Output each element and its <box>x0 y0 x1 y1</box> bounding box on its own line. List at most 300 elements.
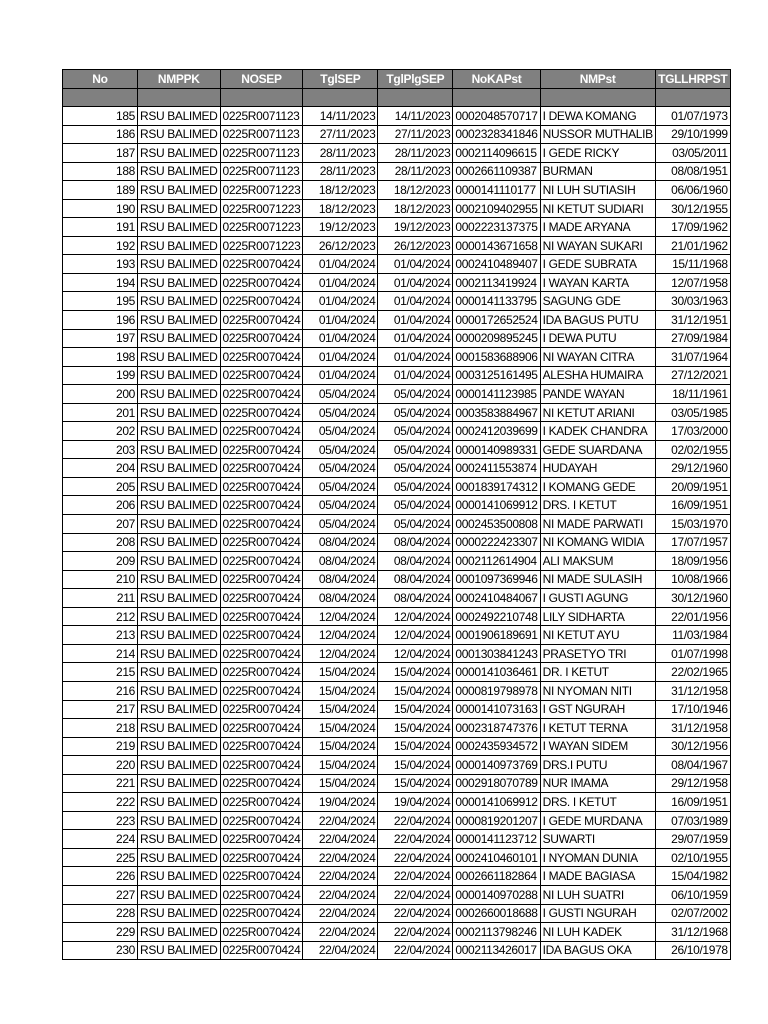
cell-tgllhrpst[interactable]: 02/10/1955 <box>655 848 730 867</box>
cell-tglplgsep[interactable]: 01/04/2024 <box>378 348 453 367</box>
cell-tglplgsep[interactable]: 08/04/2024 <box>378 552 453 571</box>
column-header-tglsep[interactable]: TglSEP <box>303 70 378 89</box>
cell-no[interactable]: 204 <box>63 459 138 478</box>
cell-tglsep[interactable]: 12/04/2024 <box>303 644 378 663</box>
cell-nokapst[interactable]: 0000143671658 <box>453 236 540 255</box>
table-row[interactable] <box>63 663 731 682</box>
table-row[interactable] <box>63 515 731 534</box>
cell-tglsep[interactable]: 01/04/2024 <box>303 292 378 311</box>
cell-tglsep[interactable]: 05/04/2024 <box>303 403 378 422</box>
cell-tgllhrpst[interactable]: 21/01/1962 <box>655 236 730 255</box>
cell-tglplgsep[interactable]: 15/04/2024 <box>378 737 453 756</box>
cell-tgllhrpst[interactable]: 17/03/2000 <box>655 422 730 441</box>
cell-nmpst[interactable]: DRS. I KETUT <box>540 496 655 515</box>
cell-no[interactable]: 221 <box>63 774 138 793</box>
cell-nokapst[interactable]: 0002048570717 <box>453 107 540 126</box>
cell-no[interactable]: 214 <box>63 644 138 663</box>
cell-nosep[interactable]: 0225R0070424 <box>220 644 303 663</box>
cell-tglplgsep[interactable]: 22/04/2024 <box>378 885 453 904</box>
table-row[interactable] <box>63 737 731 756</box>
cell-nmppk[interactable]: RSU BALIMED <box>138 570 221 589</box>
cell-nmpst[interactable]: ALI MAKSUM <box>540 552 655 571</box>
cell-nmpst[interactable]: NUSSOR MUTHALIB <box>540 125 655 144</box>
cell-nmppk[interactable]: RSU BALIMED <box>138 440 221 459</box>
cell-nmpst[interactable]: I GST NGURAH <box>540 700 655 719</box>
cell-nmppk[interactable]: RSU BALIMED <box>138 255 221 274</box>
cell-no[interactable]: 229 <box>63 923 138 942</box>
cell-no[interactable]: 217 <box>63 700 138 719</box>
cell-tglsep[interactable]: 22/04/2024 <box>303 830 378 849</box>
cell-nmpst[interactable]: SAGUNG GDE <box>540 292 655 311</box>
cell-tglplgsep[interactable]: 05/04/2024 <box>378 385 453 404</box>
cell-nokapst[interactable]: 0002492210748 <box>453 607 540 626</box>
cell-tglsep[interactable]: 05/04/2024 <box>303 385 378 404</box>
cell-nosep[interactable]: 0225R0071123 <box>220 162 303 181</box>
cell-nmppk[interactable]: RSU BALIMED <box>138 681 221 700</box>
cell-tglsep[interactable]: 22/04/2024 <box>303 904 378 923</box>
cell-no[interactable]: 198 <box>63 348 138 367</box>
cell-nosep[interactable]: 0225R0070424 <box>220 570 303 589</box>
table-row[interactable] <box>63 533 731 552</box>
cell-nosep[interactable]: 0225R0070424 <box>220 422 303 441</box>
cell-tgllhrpst[interactable]: 26/10/1978 <box>655 941 730 960</box>
cell-nmppk[interactable]: RSU BALIMED <box>138 311 221 330</box>
cell-tgllhrpst[interactable]: 31/12/1958 <box>655 719 730 738</box>
cell-nokapst[interactable]: 0002223137375 <box>453 218 540 237</box>
table-row[interactable] <box>63 570 731 589</box>
cell-tglplgsep[interactable]: 15/04/2024 <box>378 663 453 682</box>
cell-nmppk[interactable]: RSU BALIMED <box>138 626 221 645</box>
table-row[interactable] <box>63 626 731 645</box>
table-row[interactable] <box>63 162 731 181</box>
cell-nokapst[interactable]: 0002661182864 <box>453 867 540 886</box>
cell-nmppk[interactable]: RSU BALIMED <box>138 403 221 422</box>
cell-no[interactable]: 195 <box>63 292 138 311</box>
table-row[interactable] <box>63 719 731 738</box>
cell-tglplgsep[interactable]: 05/04/2024 <box>378 440 453 459</box>
cell-tglplgsep[interactable]: 01/04/2024 <box>378 311 453 330</box>
cell-nmppk[interactable]: RSU BALIMED <box>138 867 221 886</box>
cell-tglsep[interactable]: 12/04/2024 <box>303 626 378 645</box>
cell-tglsep[interactable]: 01/04/2024 <box>303 366 378 385</box>
cell-nosep[interactable]: 0225R0070424 <box>220 700 303 719</box>
cell-no[interactable]: 213 <box>63 626 138 645</box>
cell-nmppk[interactable]: RSU BALIMED <box>138 236 221 255</box>
cell-tglplgsep[interactable]: 15/04/2024 <box>378 719 453 738</box>
cell-nmpst[interactable]: I GUSTI AGUNG <box>540 589 655 608</box>
cell-tgllhrpst[interactable]: 17/10/1946 <box>655 700 730 719</box>
cell-nokapst[interactable]: 0000141123985 <box>453 385 540 404</box>
cell-tglsep[interactable]: 05/04/2024 <box>303 477 378 496</box>
cell-no[interactable]: 200 <box>63 385 138 404</box>
cell-nokapst[interactable]: 0002114096615 <box>453 144 540 163</box>
cell-no[interactable]: 212 <box>63 607 138 626</box>
cell-nmppk[interactable]: RSU BALIMED <box>138 348 221 367</box>
cell-no[interactable]: 230 <box>63 941 138 960</box>
cell-nokapst[interactable]: 0003125161495 <box>453 366 540 385</box>
cell-nokapst[interactable]: 0002113419924 <box>453 273 540 292</box>
cell-tglplgsep[interactable]: 01/04/2024 <box>378 255 453 274</box>
cell-tgllhrpst[interactable]: 17/09/1962 <box>655 218 730 237</box>
cell-nmppk[interactable]: RSU BALIMED <box>138 273 221 292</box>
cell-no[interactable]: 224 <box>63 830 138 849</box>
table-row[interactable] <box>63 199 731 218</box>
cell-tgllhrpst[interactable]: 15/03/1970 <box>655 515 730 534</box>
table-row[interactable] <box>63 589 731 608</box>
cell-tgllhrpst[interactable]: 08/04/1967 <box>655 756 730 775</box>
cell-nmpst[interactable]: IDA BAGUS OKA <box>540 941 655 960</box>
cell-tglplgsep[interactable]: 18/12/2023 <box>378 181 453 200</box>
table-row[interactable] <box>63 552 731 571</box>
cell-tglplgsep[interactable]: 22/04/2024 <box>378 904 453 923</box>
cell-tglplgsep[interactable]: 01/04/2024 <box>378 329 453 348</box>
cell-nmppk[interactable]: RSU BALIMED <box>138 756 221 775</box>
cell-nosep[interactable]: 0225R0070424 <box>220 681 303 700</box>
cell-tglplgsep[interactable]: 14/11/2023 <box>378 107 453 126</box>
cell-nmppk[interactable]: RSU BALIMED <box>138 144 221 163</box>
cell-tgllhrpst[interactable]: 30/12/1956 <box>655 737 730 756</box>
cell-tglplgsep[interactable]: 22/04/2024 <box>378 848 453 867</box>
cell-nmpst[interactable]: I WAYAN SIDEM <box>540 737 655 756</box>
cell-tgllhrpst[interactable]: 16/09/1951 <box>655 793 730 812</box>
cell-nmpst[interactable]: LILY SIDHARTA <box>540 607 655 626</box>
cell-tglsep[interactable]: 15/04/2024 <box>303 737 378 756</box>
cell-nosep[interactable]: 0225R0071123 <box>220 144 303 163</box>
table-row[interactable] <box>63 403 731 422</box>
cell-tglplgsep[interactable]: 15/04/2024 <box>378 756 453 775</box>
cell-tglplgsep[interactable]: 15/04/2024 <box>378 681 453 700</box>
table-row[interactable] <box>63 181 731 200</box>
cell-tgllhrpst[interactable]: 16/09/1951 <box>655 496 730 515</box>
cell-nokapst[interactable]: 0002918070789 <box>453 774 540 793</box>
cell-tgllhrpst[interactable]: 03/05/2011 <box>655 144 730 163</box>
cell-tglsep[interactable]: 27/11/2023 <box>303 125 378 144</box>
cell-no[interactable]: 220 <box>63 756 138 775</box>
cell-tglsep[interactable]: 19/12/2023 <box>303 218 378 237</box>
cell-nokapst[interactable]: 0000141069912 <box>453 793 540 812</box>
cell-nmpst[interactable]: PANDE WAYAN <box>540 385 655 404</box>
table-row[interactable] <box>63 236 731 255</box>
cell-tgllhrpst[interactable]: 31/12/1951 <box>655 311 730 330</box>
cell-nmpst[interactable]: I GEDE RICKY <box>540 144 655 163</box>
cell-nosep[interactable]: 0225R0071223 <box>220 199 303 218</box>
cell-tgllhrpst[interactable]: 18/11/1961 <box>655 385 730 404</box>
table-row[interactable] <box>63 830 731 849</box>
cell-tglsep[interactable]: 05/04/2024 <box>303 496 378 515</box>
cell-tglplgsep[interactable]: 12/04/2024 <box>378 607 453 626</box>
cell-tglsep[interactable]: 22/04/2024 <box>303 885 378 904</box>
cell-nokapst[interactable]: 0001583688906 <box>453 348 540 367</box>
cell-nmppk[interactable]: RSU BALIMED <box>138 830 221 849</box>
cell-tglplgsep[interactable]: 05/04/2024 <box>378 403 453 422</box>
cell-nosep[interactable]: 0225R0070424 <box>220 440 303 459</box>
cell-tglplgsep[interactable]: 12/04/2024 <box>378 626 453 645</box>
cell-nosep[interactable]: 0225R0070424 <box>220 756 303 775</box>
cell-nmpst[interactable]: I NYOMAN DUNIA <box>540 848 655 867</box>
cell-tgllhrpst[interactable]: 02/02/1955 <box>655 440 730 459</box>
cell-no[interactable]: 193 <box>63 255 138 274</box>
cell-no[interactable]: 194 <box>63 273 138 292</box>
cell-nmpst[interactable]: DRS.I PUTU <box>540 756 655 775</box>
cell-tgllhrpst[interactable]: 12/07/1958 <box>655 273 730 292</box>
cell-tglplgsep[interactable]: 08/04/2024 <box>378 589 453 608</box>
cell-tgllhrpst[interactable]: 02/07/2002 <box>655 904 730 923</box>
cell-tglsep[interactable]: 15/04/2024 <box>303 756 378 775</box>
cell-nosep[interactable]: 0225R0071223 <box>220 236 303 255</box>
table-row[interactable] <box>63 774 731 793</box>
cell-no[interactable]: 190 <box>63 199 138 218</box>
cell-nmpst[interactable]: NI KETUT AYU <box>540 626 655 645</box>
cell-tgllhrpst[interactable]: 08/08/1951 <box>655 162 730 181</box>
cell-tgllhrpst[interactable]: 06/10/1959 <box>655 885 730 904</box>
cell-nokapst[interactable]: 0000819798978 <box>453 681 540 700</box>
cell-tgllhrpst[interactable]: 18/09/1956 <box>655 552 730 571</box>
cell-nmppk[interactable]: RSU BALIMED <box>138 848 221 867</box>
cell-nmpst[interactable]: NI LUH SUATRI <box>540 885 655 904</box>
cell-nosep[interactable]: 0225R0070424 <box>220 830 303 849</box>
cell-nokapst[interactable]: 0003583884967 <box>453 403 540 422</box>
cell-nosep[interactable]: 0225R0070424 <box>220 626 303 645</box>
cell-tglplgsep[interactable]: 19/12/2023 <box>378 218 453 237</box>
cell-nokapst[interactable]: 0001303841243 <box>453 644 540 663</box>
table-row[interactable] <box>63 848 731 867</box>
cell-nmpst[interactable]: BURMAN <box>540 162 655 181</box>
cell-no[interactable]: 199 <box>63 366 138 385</box>
cell-nmppk[interactable]: RSU BALIMED <box>138 644 221 663</box>
cell-no[interactable]: 222 <box>63 793 138 812</box>
cell-nosep[interactable]: 0225R0071123 <box>220 107 303 126</box>
cell-tglplgsep[interactable]: 22/04/2024 <box>378 923 453 942</box>
cell-nmppk[interactable]: RSU BALIMED <box>138 552 221 571</box>
table-row[interactable] <box>63 107 731 126</box>
table-row[interactable] <box>63 422 731 441</box>
cell-tglplgsep[interactable]: 05/04/2024 <box>378 422 453 441</box>
table-row[interactable] <box>63 255 731 274</box>
cell-nmppk[interactable]: RSU BALIMED <box>138 589 221 608</box>
table-row[interactable] <box>63 904 731 923</box>
cell-nosep[interactable]: 0225R0070424 <box>220 552 303 571</box>
column-header-tgllhrpst[interactable]: TGLLHRPST <box>655 70 730 89</box>
cell-tglsep[interactable]: 01/04/2024 <box>303 255 378 274</box>
cell-tglplgsep[interactable]: 28/11/2023 <box>378 144 453 163</box>
cell-nokapst[interactable]: 0002411553874 <box>453 459 540 478</box>
cell-no[interactable]: 219 <box>63 737 138 756</box>
table-row[interactable] <box>63 125 731 144</box>
cell-nosep[interactable]: 0225R0070424 <box>220 311 303 330</box>
cell-nosep[interactable]: 0225R0071223 <box>220 181 303 200</box>
cell-nokapst[interactable]: 0002660018688 <box>453 904 540 923</box>
cell-no[interactable]: 203 <box>63 440 138 459</box>
cell-nosep[interactable]: 0225R0070424 <box>220 348 303 367</box>
cell-no[interactable]: 197 <box>63 329 138 348</box>
cell-tglsep[interactable]: 01/04/2024 <box>303 348 378 367</box>
cell-tgllhrpst[interactable]: 29/10/1999 <box>655 125 730 144</box>
cell-tgllhrpst[interactable]: 06/06/1960 <box>655 181 730 200</box>
cell-nokapst[interactable]: 0002410484067 <box>453 589 540 608</box>
cell-tglsep[interactable]: 14/11/2023 <box>303 107 378 126</box>
cell-nokapst[interactable]: 0002113798246 <box>453 923 540 942</box>
table-row[interactable] <box>63 348 731 367</box>
cell-nokapst[interactable]: 0001097369946 <box>453 570 540 589</box>
table-row[interactable] <box>63 681 731 700</box>
cell-tglsep[interactable]: 22/04/2024 <box>303 867 378 886</box>
cell-nmpst[interactable]: I KOMANG GEDE <box>540 477 655 496</box>
cell-nokapst[interactable]: 0000141133795 <box>453 292 540 311</box>
cell-nmpst[interactable]: I GEDE SUBRATA <box>540 255 655 274</box>
cell-nmpst[interactable]: I MADE ARYANA <box>540 218 655 237</box>
cell-no[interactable]: 215 <box>63 663 138 682</box>
cell-tglsep[interactable]: 05/04/2024 <box>303 459 378 478</box>
cell-tgllhrpst[interactable]: 01/07/1998 <box>655 644 730 663</box>
cell-nosep[interactable]: 0225R0070424 <box>220 774 303 793</box>
cell-tgllhrpst[interactable]: 31/12/1968 <box>655 923 730 942</box>
cell-tgllhrpst[interactable]: 29/12/1958 <box>655 774 730 793</box>
cell-tgllhrpst[interactable]: 20/09/1951 <box>655 477 730 496</box>
cell-no[interactable]: 202 <box>63 422 138 441</box>
table-row[interactable] <box>63 440 731 459</box>
cell-nmpst[interactable]: I KADEK CHANDRA <box>540 422 655 441</box>
table-row[interactable] <box>63 459 731 478</box>
cell-nokapst[interactable]: 0000819201207 <box>453 811 540 830</box>
cell-no[interactable]: 208 <box>63 533 138 552</box>
cell-nmppk[interactable]: RSU BALIMED <box>138 199 221 218</box>
cell-tglplgsep[interactable]: 22/04/2024 <box>378 941 453 960</box>
table-row[interactable] <box>63 292 731 311</box>
table-row[interactable] <box>63 329 731 348</box>
cell-nokapst[interactable]: 0000209895245 <box>453 329 540 348</box>
cell-tglsep[interactable]: 08/04/2024 <box>303 552 378 571</box>
column-header-tglplgsep[interactable]: TglPlgSEP <box>378 70 453 89</box>
cell-nmpst[interactable]: I GEDE MURDANA <box>540 811 655 830</box>
cell-nmpst[interactable]: NI MADE SULASIH <box>540 570 655 589</box>
table-row[interactable] <box>63 941 731 960</box>
cell-nokapst[interactable]: 0001906189691 <box>453 626 540 645</box>
cell-tglplgsep[interactable]: 05/04/2024 <box>378 515 453 534</box>
table-row[interactable] <box>63 700 731 719</box>
cell-nmpst[interactable]: I WAYAN KARTA <box>540 273 655 292</box>
cell-nosep[interactable]: 0225R0070424 <box>220 737 303 756</box>
cell-nmpst[interactable]: I DEWA PUTU <box>540 329 655 348</box>
cell-nosep[interactable]: 0225R0070424 <box>220 273 303 292</box>
cell-no[interactable]: 201 <box>63 403 138 422</box>
cell-nokapst[interactable]: 0002328341846 <box>453 125 540 144</box>
cell-nosep[interactable]: 0225R0070424 <box>220 329 303 348</box>
cell-nmpst[interactable]: NI KOMANG WIDIA <box>540 533 655 552</box>
cell-tglplgsep[interactable]: 26/12/2023 <box>378 236 453 255</box>
cell-no[interactable]: 188 <box>63 162 138 181</box>
cell-no[interactable]: 228 <box>63 904 138 923</box>
cell-no[interactable]: 211 <box>63 589 138 608</box>
cell-nmppk[interactable]: RSU BALIMED <box>138 607 221 626</box>
cell-nmppk[interactable]: RSU BALIMED <box>138 737 221 756</box>
table-row[interactable] <box>63 793 731 812</box>
cell-nosep[interactable]: 0225R0070424 <box>220 515 303 534</box>
cell-no[interactable]: 223 <box>63 811 138 830</box>
cell-nmpst[interactable]: I MADE BAGIASA <box>540 867 655 886</box>
cell-tglsep[interactable]: 08/04/2024 <box>303 533 378 552</box>
cell-nmpst[interactable]: NI LUH KADEK <box>540 923 655 942</box>
column-header-nmppk[interactable]: NMPPK <box>138 70 221 89</box>
cell-nmppk[interactable]: RSU BALIMED <box>138 904 221 923</box>
cell-tglplgsep[interactable]: 05/04/2024 <box>378 459 453 478</box>
cell-nosep[interactable]: 0225R0070424 <box>220 867 303 886</box>
cell-nokapst[interactable]: 0000222423307 <box>453 533 540 552</box>
cell-nmppk[interactable]: RSU BALIMED <box>138 107 221 126</box>
cell-nmpst[interactable]: NI NYOMAN NITI <box>540 681 655 700</box>
cell-nmppk[interactable]: RSU BALIMED <box>138 774 221 793</box>
cell-tglplgsep[interactable]: 15/04/2024 <box>378 700 453 719</box>
cell-tglsep[interactable]: 22/04/2024 <box>303 923 378 942</box>
cell-nosep[interactable]: 0225R0070424 <box>220 459 303 478</box>
cell-tglplgsep[interactable]: 08/04/2024 <box>378 533 453 552</box>
cell-nokapst[interactable]: 0002410460101 <box>453 848 540 867</box>
cell-nosep[interactable]: 0225R0070424 <box>220 607 303 626</box>
cell-nmpst[interactable]: NI MADE PARWATI <box>540 515 655 534</box>
cell-nokapst[interactable]: 0002412039699 <box>453 422 540 441</box>
cell-nmpst[interactable]: IDA BAGUS PUTU <box>540 311 655 330</box>
cell-tgllhrpst[interactable]: 03/05/1985 <box>655 403 730 422</box>
cell-nokapst[interactable]: 0000141036461 <box>453 663 540 682</box>
cell-nmppk[interactable]: RSU BALIMED <box>138 941 221 960</box>
cell-nosep[interactable]: 0225R0070424 <box>220 793 303 812</box>
cell-tglsep[interactable]: 15/04/2024 <box>303 700 378 719</box>
cell-nosep[interactable]: 0225R0071223 <box>220 218 303 237</box>
cell-nokapst[interactable]: 0000141073163 <box>453 700 540 719</box>
cell-nmppk[interactable]: RSU BALIMED <box>138 515 221 534</box>
table-row[interactable] <box>63 385 731 404</box>
cell-tgllhrpst[interactable]: 22/01/1956 <box>655 607 730 626</box>
cell-nokapst[interactable]: 0000140970288 <box>453 885 540 904</box>
cell-nmpst[interactable]: GEDE SUARDANA <box>540 440 655 459</box>
cell-tglsep[interactable]: 22/04/2024 <box>303 811 378 830</box>
cell-nmppk[interactable]: RSU BALIMED <box>138 422 221 441</box>
cell-tgllhrpst[interactable]: 30/03/1963 <box>655 292 730 311</box>
cell-nokapst[interactable]: 0000141123712 <box>453 830 540 849</box>
cell-nokapst[interactable]: 0000140973769 <box>453 756 540 775</box>
cell-no[interactable]: 192 <box>63 236 138 255</box>
cell-nosep[interactable]: 0225R0071123 <box>220 125 303 144</box>
cell-tgllhrpst[interactable]: 07/03/1989 <box>655 811 730 830</box>
cell-tglsep[interactable]: 18/12/2023 <box>303 199 378 218</box>
cell-nokapst[interactable]: 0000141069912 <box>453 496 540 515</box>
cell-nosep[interactable]: 0225R0070424 <box>220 292 303 311</box>
cell-nmpst[interactable]: NI WAYAN CITRA <box>540 348 655 367</box>
cell-nmpst[interactable]: ALESHA HUMAIRA <box>540 366 655 385</box>
table-row[interactable] <box>63 756 731 775</box>
cell-nmpst[interactable]: DRS. I KETUT <box>540 793 655 812</box>
table-row[interactable] <box>63 144 731 163</box>
cell-nokapst[interactable]: 0002435934572 <box>453 737 540 756</box>
cell-nmpst[interactable]: I KETUT TERNA <box>540 719 655 738</box>
cell-no[interactable]: 226 <box>63 867 138 886</box>
cell-nokapst[interactable]: 0002410489407 <box>453 255 540 274</box>
cell-tglsep[interactable]: 15/04/2024 <box>303 719 378 738</box>
cell-nmppk[interactable]: RSU BALIMED <box>138 719 221 738</box>
cell-nosep[interactable]: 0225R0070424 <box>220 533 303 552</box>
cell-nosep[interactable]: 0225R0070424 <box>220 941 303 960</box>
cell-no[interactable]: 186 <box>63 125 138 144</box>
cell-nokapst[interactable]: 0002453500808 <box>453 515 540 534</box>
column-header-nokapst[interactable]: NoKAPst <box>453 70 540 89</box>
cell-tglsep[interactable]: 08/04/2024 <box>303 589 378 608</box>
cell-nosep[interactable]: 0225R0070424 <box>220 663 303 682</box>
cell-nmppk[interactable]: RSU BALIMED <box>138 385 221 404</box>
cell-tglplgsep[interactable]: 22/04/2024 <box>378 811 453 830</box>
cell-tglplgsep[interactable]: 19/04/2024 <box>378 793 453 812</box>
table-row[interactable] <box>63 311 731 330</box>
cell-no[interactable]: 225 <box>63 848 138 867</box>
cell-no[interactable]: 185 <box>63 107 138 126</box>
